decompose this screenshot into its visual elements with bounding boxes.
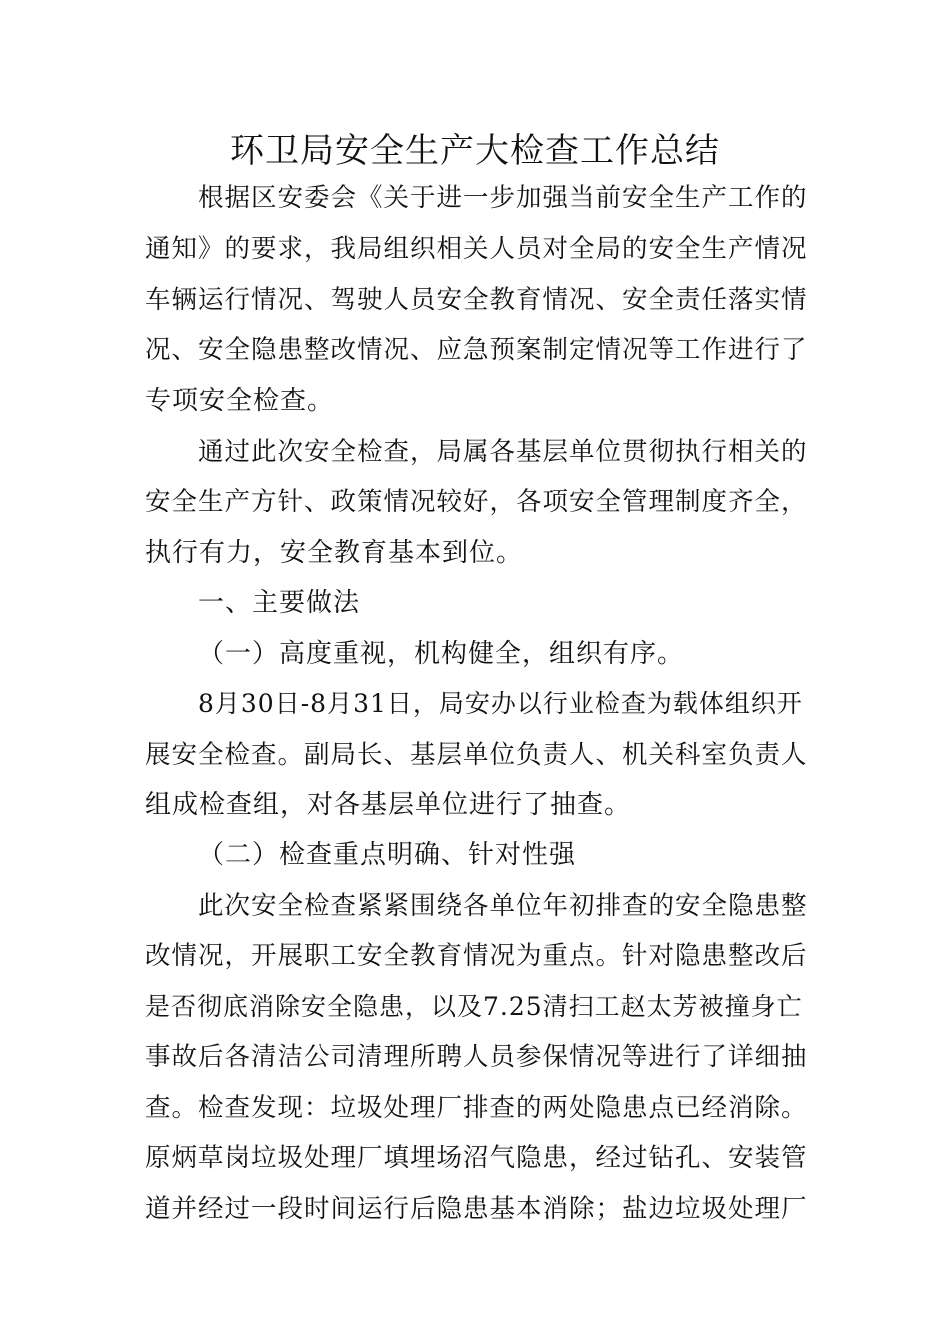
paragraph-line: 根据区安委会《关于进一步加强当前安全生产工作的 xyxy=(198,183,808,213)
paragraph-line: 此次安全检查紧紧围绕各单位年初排查的安全隐患整 xyxy=(198,891,808,921)
paragraph-line: 8月30日-8月31日，局安办以行业检查为载体组织开 xyxy=(198,689,803,718)
subsection-heading: （二）检查重点明确、针对性强 xyxy=(198,840,577,870)
subsection-heading: （一）高度重视，机构健全，组织有序。 xyxy=(198,639,685,669)
paragraph-line: 改情况，开展职工安全教育情况为重点。针对隐患整改后 xyxy=(145,941,808,971)
paragraph-line: 安全生产方针、政策情况较好，各项安全管理制度齐全， xyxy=(145,487,808,517)
paragraph-line: 执行有力，安全教育基本到位。 xyxy=(145,538,524,568)
section-heading: 一、主要做法 xyxy=(198,588,361,618)
paragraph-line: 专项安全检查。 xyxy=(145,386,335,416)
paragraph-line: 查。检查发现：垃圾处理厂排查的两处隐患点已经消除。 xyxy=(145,1093,808,1123)
paragraph-line: 是否彻底消除安全隐患，以及7.25清扫工赵太芳被撞身亡 xyxy=(145,992,803,1021)
document-title: 环卫局安全生产大检查工作总结 xyxy=(230,131,720,171)
paragraph-line: 事故后各清洁公司清理所聘人员参保情况等进行了详细抽 xyxy=(145,1042,808,1072)
paragraph-line: 通知》的要求，我局组织相关人员对全局的安全生产情况 xyxy=(145,234,808,264)
paragraph-line: 展安全检查。副局长、基层单位负责人、机关科室负责人 xyxy=(145,740,808,770)
paragraph-line: 况、安全隐患整改情况、应急预案制定情况等工作进行了 xyxy=(145,335,808,365)
paragraph-line: 通过此次安全检查，局属各基层单位贯彻执行相关的 xyxy=(198,437,808,467)
paragraph-line: 道并经过一段时间运行后隐患基本消除；盐边垃圾处理厂 xyxy=(145,1194,808,1224)
paragraph-line: 车辆运行情况、驾驶人员安全教育情况、安全责任落实情 xyxy=(145,285,808,315)
paragraph-line: 原炳草岗垃圾处理厂填埋场沼气隐患，经过钻孔、安装管 xyxy=(145,1143,808,1173)
paragraph-line: 组成检查组，对各基层单位进行了抽查。 xyxy=(145,790,632,820)
